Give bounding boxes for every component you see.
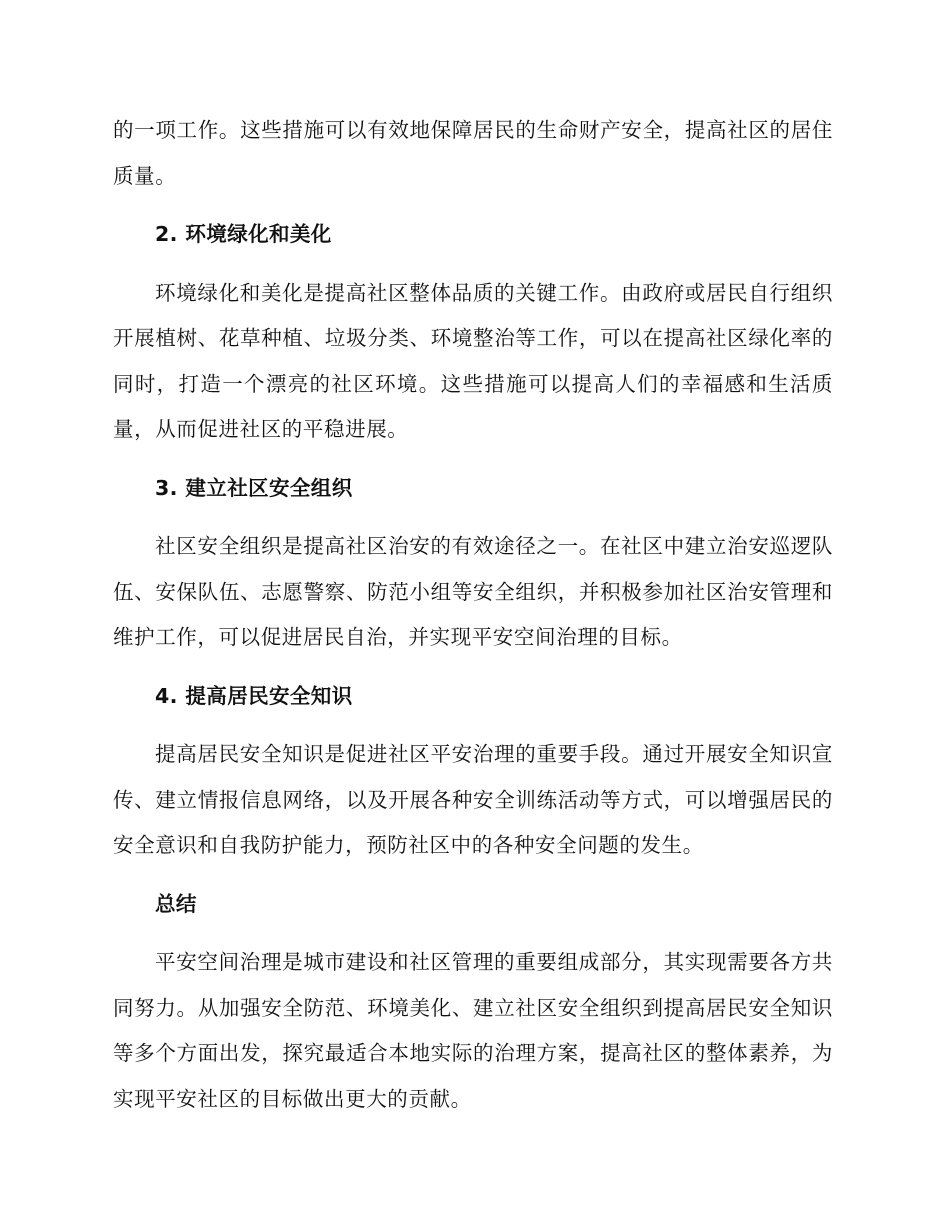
section-body-safety-organization: 社区安全组织是提高社区治安的有效途径之一。在社区中建立治安巡逻队伍、安保队伍、志愿警察、防范小组等安全组织，并积极参加社区治安管理和维护工作，可以促进居民自治，并实现平安空间治理的目标。 — [113, 534, 833, 649]
document-body — [113, 108, 833, 1122]
section-body-summary: 平安空间治理是城市建设和社区管理的重要组成部分，其实现需要各方共同努力。从加强安全防范、环境美化、建立社区安全组织到提高居民安全知识等多个方面出发，探究最适合本地实际的治理方案，提高社区的整体素养，为实现平安社区的目标做出更大的贡献。 — [113, 950, 833, 1111]
section-heading-safety-organization: 3. 建立社区安全组织 — [155, 475, 353, 500]
section-heading-greening: 2. 环境绿化和美化 — [155, 222, 332, 246]
section-heading-safety-knowledge: 4. 提高居民安全知识 — [155, 683, 353, 708]
intro-paragraph: 的一项工作。这些措施可以有效地保障居民的生命财产安全，提高社区的居住质量。 — [113, 118, 833, 188]
section-body-greening: 环境绿化和美化是提高社区整体品质的关键工作。由政府或居民自行组织开展植树、花草种植、垃圾分类、环境整治等工作，可以在提高社区绿化率的同时，打造一个漂亮的社区环境。这些措施可以提高人们的幸福感和生活质量，从而促进社区的平稳进展。 — [113, 280, 833, 441]
section-heading-summary: 总结 — [155, 891, 197, 916]
section-body-safety-knowledge: 提高居民安全知识是促进社区平安治理的重要手段。通过开展安全知识宣传、建立情报信息网络，以及开展各种安全训练活动等方式，可以增强居民的安全意识和自我防护能力，预防社区中的各种安全问题的发生。 — [113, 742, 833, 857]
